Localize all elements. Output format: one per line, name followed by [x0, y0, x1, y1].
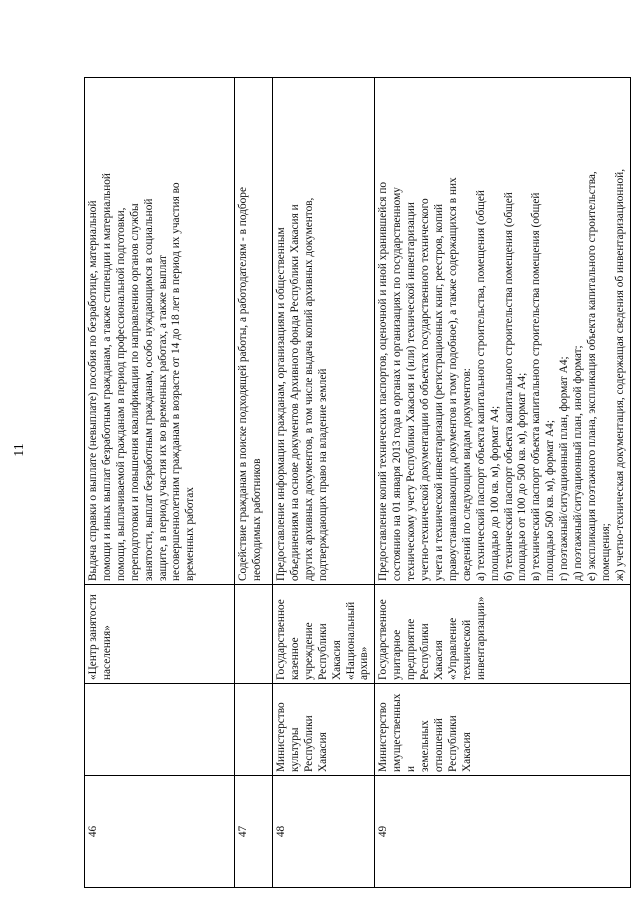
- services-table: [84, 77, 631, 888]
- organization-cell: Государственное казенное учреждение Республики Хакасия «Национальный архив»: [273, 585, 375, 684]
- table-row: [85, 78, 235, 888]
- ministry-cell: Министерство имущественных и земельных отношений Республики Хакасия: [375, 684, 630, 776]
- organization-cell: [235, 585, 273, 684]
- service-cell: Предоставление копий технических паспортов, оценочной и иной хранившейся по состоянию на 01 января 2013 года в органах и организациях по государственному техническому учету Республики Хакасия и (или) технической инвентаризации учетно-технической документации об объектах государственного технического учета и технической инвентаризации (регистрационных книг, реестров, копий правоустанавливающих документов и тому подобное), а также содержащихся в них сведений по следующим видам документов: а) технический паспорт объекта капитального строительства, помещения (общей площадью до 100 кв. м), формат А4; б) технический паспорт объекта капитального строительства помещения (общей площадью от 100 до 500 кв. м), формат А4; в) технический паспорт объекта капитального строительства помещения (общей площадью 500 кв. м), формат А4; г) поэтажный/ситуационный план, формат А4; д) поэтажный/ситуационный план, иной формат; е) экспликация поэтажного плана, экспликация объекта капитального строительства, помещения; ж) учетно-техническая документация, содержащая сведения об инвентаризационной,: [375, 78, 630, 585]
- row-number: 47: [235, 776, 273, 888]
- service-cell: Выдача справки о выплате (невыплате) пособия по безработице, материальной помощи и иных выплат безработным гражданам, а также стипендии и материальной помощи, выплачиваемой гражданам в период профессиональной подготовки, переподготовки и повышения квалификации по направлению органов службы занятости, выплат безработным гражданам, особо нуждающимся в социальной защите, в период участия их во временных работах, а также выплат несовершеннолетним гражданам в возрасте от 14 до 18 лет в период их участия во временных работах: [85, 78, 235, 585]
- service-cell: Предоставление информации гражданам, организациям и общественным объединениям на основе документов Архивного фонда Республики Хакасия и других архивных документов, в том числе выдача копий архивных документов, подтверждающих право на владение землей: [273, 78, 375, 585]
- rotated-page-content: [84, 78, 626, 888]
- organization-cell: Государственное унитарное предприятие Республики Хакасия «Управление технической инвентаризации»: [375, 585, 630, 684]
- ministry-cell: [85, 684, 235, 776]
- table-row: [235, 78, 273, 888]
- ministry-cell: [235, 684, 273, 776]
- organization-cell: «Центр занятости населения»: [85, 585, 235, 684]
- table-row: [273, 78, 375, 888]
- ministry-cell: Министерство культуры Республики Хакасия: [273, 684, 375, 776]
- row-number: 48: [273, 776, 375, 888]
- table-row: [375, 78, 630, 888]
- service-cell: Содействие гражданам в поиске подходящей работы, а работодателям - в подборе необходимых работников: [235, 78, 273, 585]
- row-number: 46: [85, 776, 235, 888]
- row-number: 49: [375, 776, 630, 888]
- page-number: 11: [12, 443, 27, 457]
